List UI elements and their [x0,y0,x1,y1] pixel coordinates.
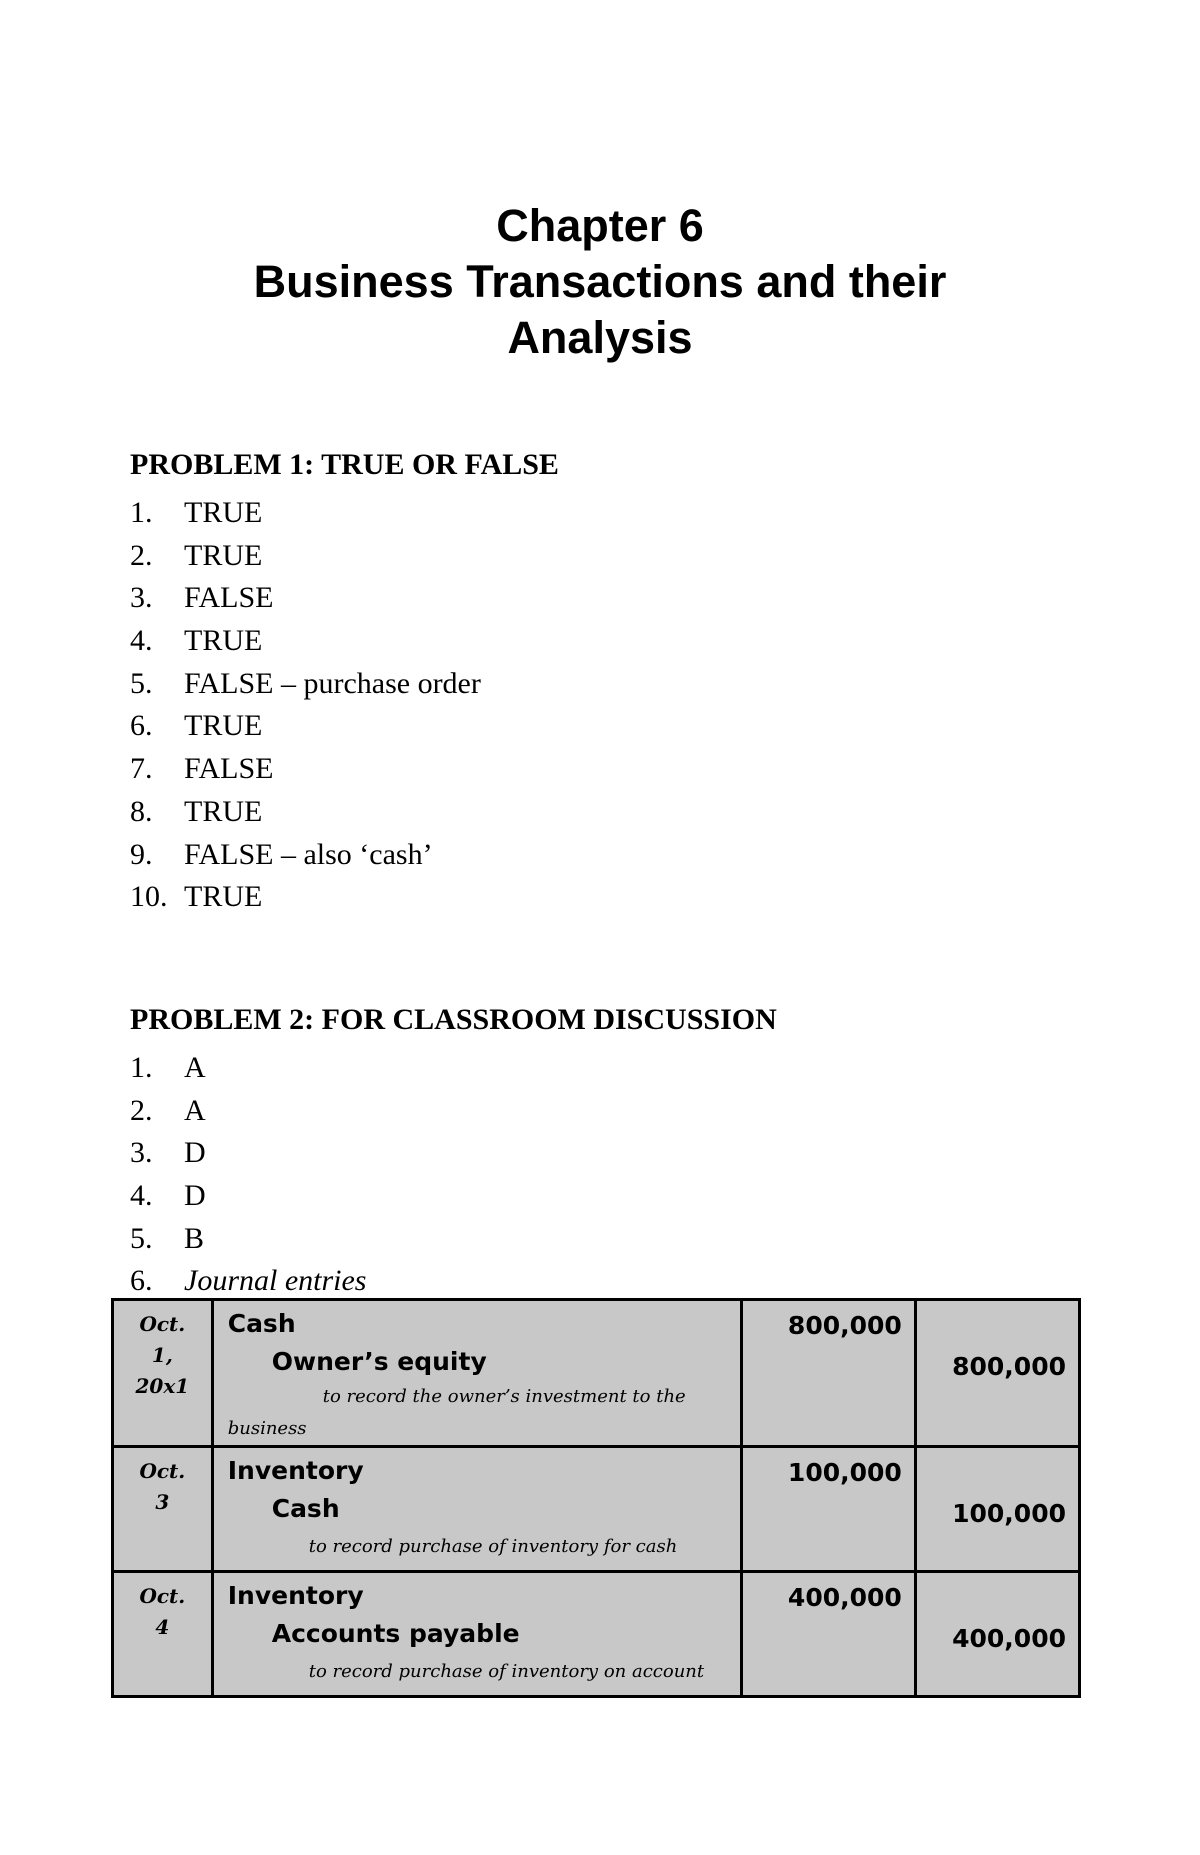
entry-explanation: to record purchase of inventory for cash [308,1536,678,1557]
credit-amount-cell [915,1447,1079,1572]
list-item: 9. FALSE – also ‘cash’ [130,837,433,871]
credit-amount: 400,000 [952,1624,1066,1653]
list-item: 3. FALSE [130,581,274,615]
list-item: 6. Journal entries [130,1264,367,1298]
list-item: 7. FALSE [130,752,274,786]
debit-account: Cash [227,1309,296,1338]
debit-amount-cell [741,1572,915,1697]
table-row [113,1572,1080,1697]
debit-amount: 800,000 [787,1311,902,1340]
list-item: 5. B [130,1221,205,1255]
problem-2-list [130,1047,366,1303]
entry-date: Oct. 4 [113,1572,213,1697]
list-item: 10. TRUE [130,880,263,914]
credit-amount-cell [915,1300,1079,1447]
credit-amount-cell [915,1572,1079,1697]
list-item: 6. TRUE [130,709,263,743]
debit-amount: 400,000 [787,1583,902,1612]
credit-amount: 100,000 [952,1499,1066,1528]
debit-account: Inventory [227,1456,364,1485]
entry-explanation: to record the owner’s investment to the business [227,1386,686,1439]
table-row [113,1447,1080,1572]
chapter-title-line-3: Analysis [507,312,693,363]
credit-account: Accounts payable [271,1619,520,1648]
list-item: 5. FALSE – purchase order [130,666,481,700]
list-item: 2. A [130,1093,206,1127]
entry-date: Oct. 3 [113,1447,213,1572]
journal-entries-table [111,1298,1081,1698]
list-item: 3. D [130,1136,206,1170]
entry-explanation: to record purchase of inventory on account [308,1661,705,1682]
list-item: 8. TRUE [130,794,263,828]
problem-1-list [130,492,481,919]
credit-amount: 800,000 [952,1352,1066,1381]
debit-amount-cell [741,1300,915,1447]
problem-1-heading: PROBLEM 1: TRUE OR FALSE [130,448,559,481]
chapter-title-line-2: Business Transactions and their [253,256,947,307]
problem-2-heading: PROBLEM 2: FOR CLASSROOM DISCUSSION [130,1003,777,1036]
list-item: 4. D [130,1179,206,1213]
entry-description [212,1572,741,1697]
chapter-title [0,198,1200,366]
credit-account: Owner’s equity [271,1347,487,1376]
entry-description [212,1447,741,1572]
entry-date: Oct. 1, 20x1 [113,1300,213,1447]
debit-account: Inventory [227,1581,364,1610]
list-item: 2. TRUE [130,538,263,572]
debit-amount-cell [741,1447,915,1572]
list-item: 1. A [130,1051,206,1084]
table-row [113,1300,1080,1447]
list-item: 1. TRUE [130,496,263,529]
entry-description [212,1300,741,1447]
credit-account: Cash [271,1494,340,1523]
list-item: 4. TRUE [130,624,263,658]
debit-amount: 100,000 [787,1458,902,1487]
chapter-number: Chapter 6 [496,200,704,251]
